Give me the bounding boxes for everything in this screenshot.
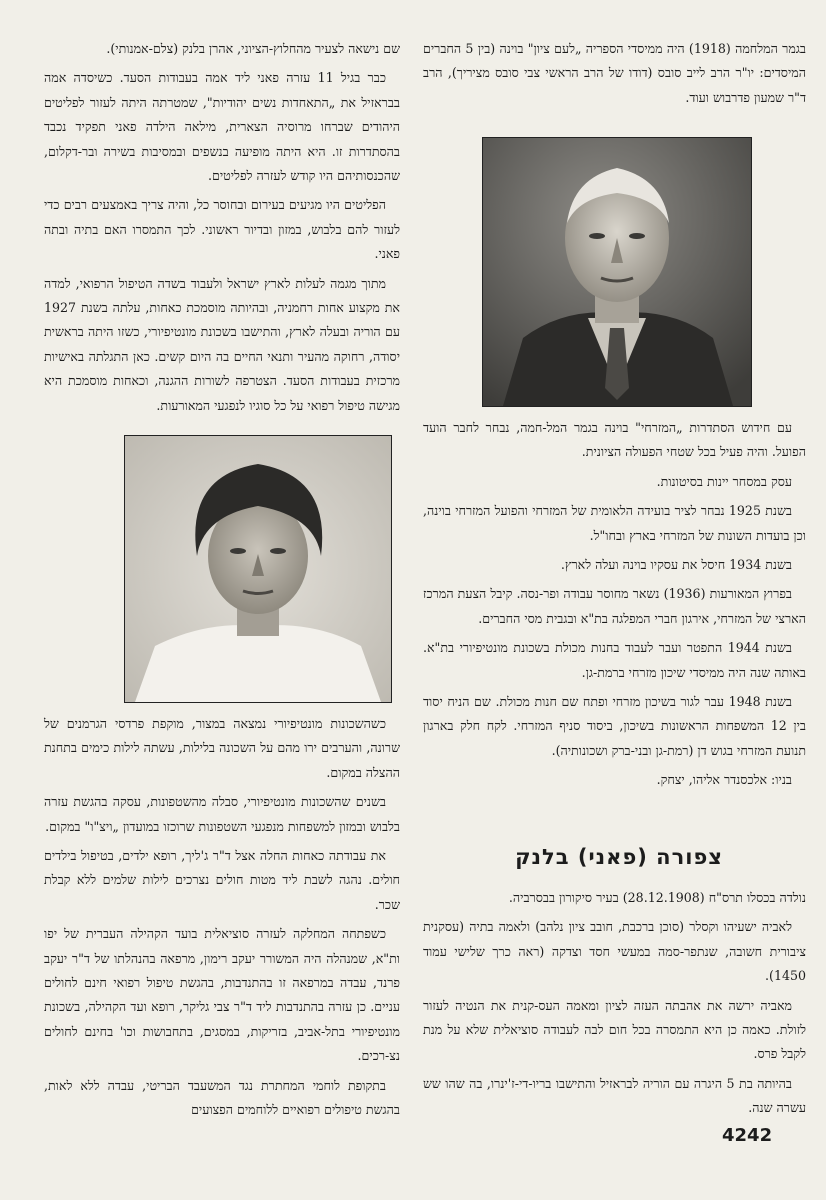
- biography-heading: צפורה (פאני) בלנק: [515, 845, 723, 869]
- right-column-top-text: [423, 37, 806, 115]
- portrait-photo-man: [482, 137, 752, 407]
- paragraph: מתוך מגמה לעלות לארץ ישראל ולעבוד בשדה הטיפול הרפואי, למדה את מקצוע אחות רחמניה, ובהיותה מוסמכת כאחות, עלתה בשנת 1927 עם הוריה ובעלה לארץ, והתישבו בשכונת מונטיפיורי, כשזו היתה בראשית יסודה, רחוקה מהעיר ותנאי החיים בה היום קשים. כאן התגלתה באישיות מרכזית בעבודות הסעד. הצטרפה לשורות ההגנה, וכאחות מוסמכת היא מגישה טיפול רפואי על כל סוגיו לנפגעי המאורעות.: [44, 275, 400, 413]
- paragraph: בשנת 1944 התפטר ועבר לעבוד בחנות מכולת בשכונת מונטיפיורי בת"א. באותה שנה היה ממיסדי שיכון מזרחי ברמת-גן.: [423, 640, 806, 680]
- paragraph: לאביה ישעיהו וקסלר (סוכן ברכבת, חובב ציון נלהב) ולאמה בתיה (עסקנית ציבורית חשובה, שנתפר-סמה במעשי חסד וצדקה (ראה כרך שלישי עמוד 1450).: [423, 919, 806, 984]
- right-column-bottom-text: [423, 886, 806, 1126]
- paragraph: נולדה בכסלו תרס"ח (28.12.1908) בעיר סיקורון בבסרביה.: [508, 890, 806, 905]
- paragraph: בגמר המלחמה (1918) היה ממיסדי הספריה „לעם ציון" בוינה (בין 5 החברים המיסדים: יו"ר הרב לייב סובס (דודו של הרב הראשי צבי סובס מציריך), הרב ד"ר שמעון פדרבוש ועוד.: [423, 41, 807, 105]
- paragraph: כבר בגיל 11 עזרה פאני ליד אמה בעבודות הסעד. כשיסדה אמה בבראזיל את „התאחדות נשים יהודיות", שמטרתה היתה לעזור לפליטים היהודים שברחו מרוסיה הצארית, מילאה הילדה פאני תפקיד נכבד בהסתדרות זו. היא היתה מופיעה בנשפים ובמסיבות בשירה ובר-דקלום, שהכנסותיהם היו קודש לעזרה לפליטים.: [44, 70, 400, 184]
- paragraph: הפליטים היו מגיעים בעירום ובחוסר כל, והיה צריך באמצעים רבים כדי לעזור להם בלבוש, במזון ובדיור ראשוני. לכך התמסרו האם בתיה ובתה פאני.: [44, 197, 400, 262]
- paragraph: כשפתחה המחלקה לעזרה סוציאלית בועד הקהילה העברית של יפו ות"א, שמנהלה היה המשורר יעקב רימון, מרפאה בהנהלתו של ד"ר יעקב פרנד, עבדה במרפאה זו בהתנדבות, בהגשת טיפול רפואי חינם לחולים עניים. כן עזרה בהתנדבות ליד ד"ר צבי גליקר, רופא ועד הקהילה, בשכונת מונטיפיורי בתל-אביב, בזריקות, במסגים, בתחבושות וכו' בחינם לחולים נצ-רכים.: [44, 926, 400, 1064]
- left-column-bottom-text: [44, 712, 400, 1128]
- paragraph: עם חידוש הסתדרות „המזרחי" בוינה בגמר המל-חמה, נבחר לחבר הועד הפועל. והיה פעיל בכל שטחי הפעולה הציונית.: [423, 420, 806, 460]
- paragraph: בשנים שהשכונות מונטיפיורי, סבלה מהשטפונות, עסקה בהגשת עזרה בלבוש ובמזון למשפחות מנפגעי השטפונות שרוכזו במועדון „ויצ"ו" במקום.: [44, 794, 400, 834]
- paragraph: מאביה ירשה את אהבתה העזה לציון ומאמה העס-קנית את הנטיה לעזור לזולת. כאמה כן היא התמסרה בכל חום לבה לעבודה סוציאלית שלא על מנת לקבל פרס.: [423, 997, 806, 1062]
- portrait-photo-woman: [124, 435, 392, 703]
- paragraph: בשנת 1925 נבחר לציר בועידה הלאומית של המזרחי והפועל המזרחי בוינה, וכן בועדות השונות של המזרחי בארץ ובחו"ל.: [423, 503, 806, 543]
- paragraph: בשנת 1934 חיסל את עסקיו בוינה ועלה לארץ.: [560, 557, 792, 573]
- paragraph: בשנת 1948 עבר לגור בשיכון מזרחי ופתח שם חנות מכולת. שם הניח יסוד בין 12 המשפחות הראשונות בשיכון, ביסוד סניף המזרחי. לקח חלק בארגון תנועת המזרחי בגוש דן (רמת-גן ובני-ברק ושכונותיה).: [423, 694, 806, 758]
- paragraph: את עבודתה כאחות החלה אצל ד"ר ג'ליך, רופא ילדים, בטיפול בילדים חולים. נהגה לשבת ליד מטות חולים נצרכים לילות שלמים ללא קבלת שכר.: [44, 848, 400, 912]
- left-column-top-text: [44, 37, 400, 423]
- paragraph: כשהשכונות מונטיפיורי נמצאה במצור, מוקפת פרדסי הגרמנים של שרונה, והערבים ירו מהם על השכונה בלילות, עשתה לילות כימים בתחנת ההצלה במקום.: [44, 716, 400, 780]
- paragraph: בהיותה בת 5 היגרה עם הוריה לבראזיל והתישבו בריו-די-ז'ינרו, בה שהו שש עשרה שנה.: [423, 1075, 806, 1116]
- page-number: 4242: [722, 1125, 773, 1146]
- paragraph: עסק במסחר יינות בסיטונות.: [656, 473, 792, 489]
- portrait-woman-image: [125, 436, 391, 702]
- paragraph: בתקופת לוחמי המחתרת נגד המשעבד הבריטי, עבדה ללא לאות, בהגשת טיפולים רפואיים ללוחמים הפצועים: [44, 1077, 400, 1118]
- portrait-man-image: [483, 138, 751, 406]
- paragraph: בניו: אלכסנדר אליהו, יצחק.: [656, 772, 792, 788]
- paragraph: שם נישאה לצעיר מהחלוץ-הציוני, אהרן בלנק (צלם-אמנותי).: [106, 41, 400, 56]
- right-column-middle-text: [423, 416, 806, 798]
- paragraph: בפרוץ המאורעות (1936) נשאר מחוסר עבודה ופר-נסה. קיבל הצעת המרכז הארצי של המזרחי, אירגון חברי המפלגה בת"א ובגבית מסי החברים.: [423, 586, 806, 626]
